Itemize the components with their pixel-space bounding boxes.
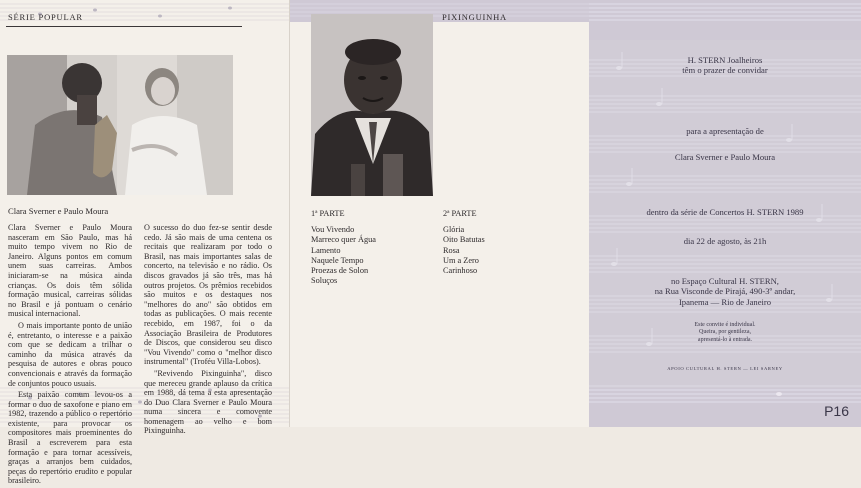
program-part-1	[311, 209, 421, 287]
program-item: Lamento	[311, 245, 341, 255]
paragraph: O mais importante ponto de união é, entretanto, o interesse e a paixão com que se dedicam a trilhar o caminho da música através da pesquisa de autores e obras pouco convencionais e através da formação de conjuntos pouco usuais.	[8, 320, 132, 388]
section-label: PIXINGUINHA	[442, 12, 507, 22]
note-line: Queira, por gentileza,	[699, 329, 751, 336]
artists-line: Clara Sverner e Paulo Moura	[674, 152, 776, 162]
divider	[6, 26, 242, 27]
section-label: SÉRIE POPULAR	[8, 12, 83, 22]
page-number: P16	[824, 403, 849, 419]
text-column-2	[144, 223, 272, 438]
left-panel	[0, 0, 289, 486]
text-column-1	[8, 223, 132, 488]
photo-caption: Clara Sverner e Paulo Moura	[8, 206, 109, 216]
venue-block	[589, 276, 861, 307]
venue-line: no Espaço Cultural H. STERN,	[671, 276, 779, 286]
host-block	[589, 55, 861, 76]
program-item: Marreco quer Água	[311, 235, 376, 245]
program-item: Naquele Tempo	[311, 255, 364, 265]
part-1-title: 1ª PARTE	[311, 209, 345, 218]
paragraph: Esta paixão comum levou-os a formar o duo de saxofone e piano em 1982, trazendo a público o repertório existente, para provocar os compositores mais proeminentes do Brasil a escreverem para esta formação e para tornar acessíveis, graças a arranjos bem cuidados, peças do repertório erudito e popular brasileiro.	[8, 390, 132, 486]
program-item: Carinhoso	[443, 266, 478, 276]
host-line: têm o prazer de convidar	[682, 65, 768, 76]
series-line: dentro da série de Concertos H. STERN 1989	[646, 207, 804, 217]
date-line: dia 22 de agosto, às 21h	[683, 236, 767, 246]
program-item: Vou Vivendo	[311, 225, 355, 234]
middle-panel	[289, 0, 590, 427]
note-block	[589, 322, 861, 344]
note-line: Este convite é individual.	[694, 322, 756, 328]
invitation-panel	[589, 0, 861, 427]
program-item: Soluços	[311, 276, 338, 286]
host-line: H. STERN Joalheiros	[687, 55, 763, 65]
program-part-2	[443, 209, 553, 276]
venue-line: na Rua Visconde de Pirajá, 490-3º andar,	[654, 286, 796, 297]
duo-photo	[7, 55, 233, 195]
intro-line: para a apresentação de	[686, 126, 764, 136]
venue-line: Ipanema — Rio de Janeiro	[678, 296, 772, 307]
program-item: Rosa	[443, 245, 460, 255]
paragraph: Clara Sverner e Paulo Moura nasceram em São Paulo, mas há muito tempo vivem no Rio de Janeiro. Alguns pontos em comum unem suas carreiras. Ambos iniciaram-se na música ainda crianças. Os dois têm sólida formação musical, carreiras sólidas no Brasil e já pontuam o cenário musical internacional.	[8, 223, 132, 319]
program-item: Glória	[443, 225, 465, 234]
paragraph: O sucesso do duo fez-se sentir desde cedo. Já são mais de uma centena os recitais que realizaram por todo o Brasil, nas mais importantes salas de concerto, na televisão e no rádio. Os discos gravados já são três, mas há outros projetos. Os prêmios recebidos são muitos e os destaques nos "melhores do ano" são obtidos em todas as publicações. O mais recente recebido, em 1987, foi o da Associação Brasileira de Produtores de Discos, que considerou seu disco "Vou Vivendo" como o "melhor disco instrumental" (Troféu Villa-Lobos).	[144, 223, 272, 367]
footer-credit: APOIO CULTURAL H. STERN — LEI SARNEY	[667, 366, 783, 371]
program-item: Um a Zero	[443, 255, 479, 265]
pixinguinha-portrait	[311, 14, 433, 196]
program-item: Proezas de Solon	[311, 266, 369, 276]
program-item: Oito Batutas	[443, 235, 485, 245]
part-2-title: 2ª PARTE	[443, 209, 477, 218]
note-line: apresentá-lo à entrada.	[697, 336, 753, 343]
paragraph: "Revivendo Pixinguinha", disco que mereceu grande aplauso da crítica em 1988, dá tema a esta apresentação do Duo Clara Sverner e Paulo Moura numa sincera e comovente homenagem ao velho e bom Pixinguinha.	[144, 368, 272, 436]
